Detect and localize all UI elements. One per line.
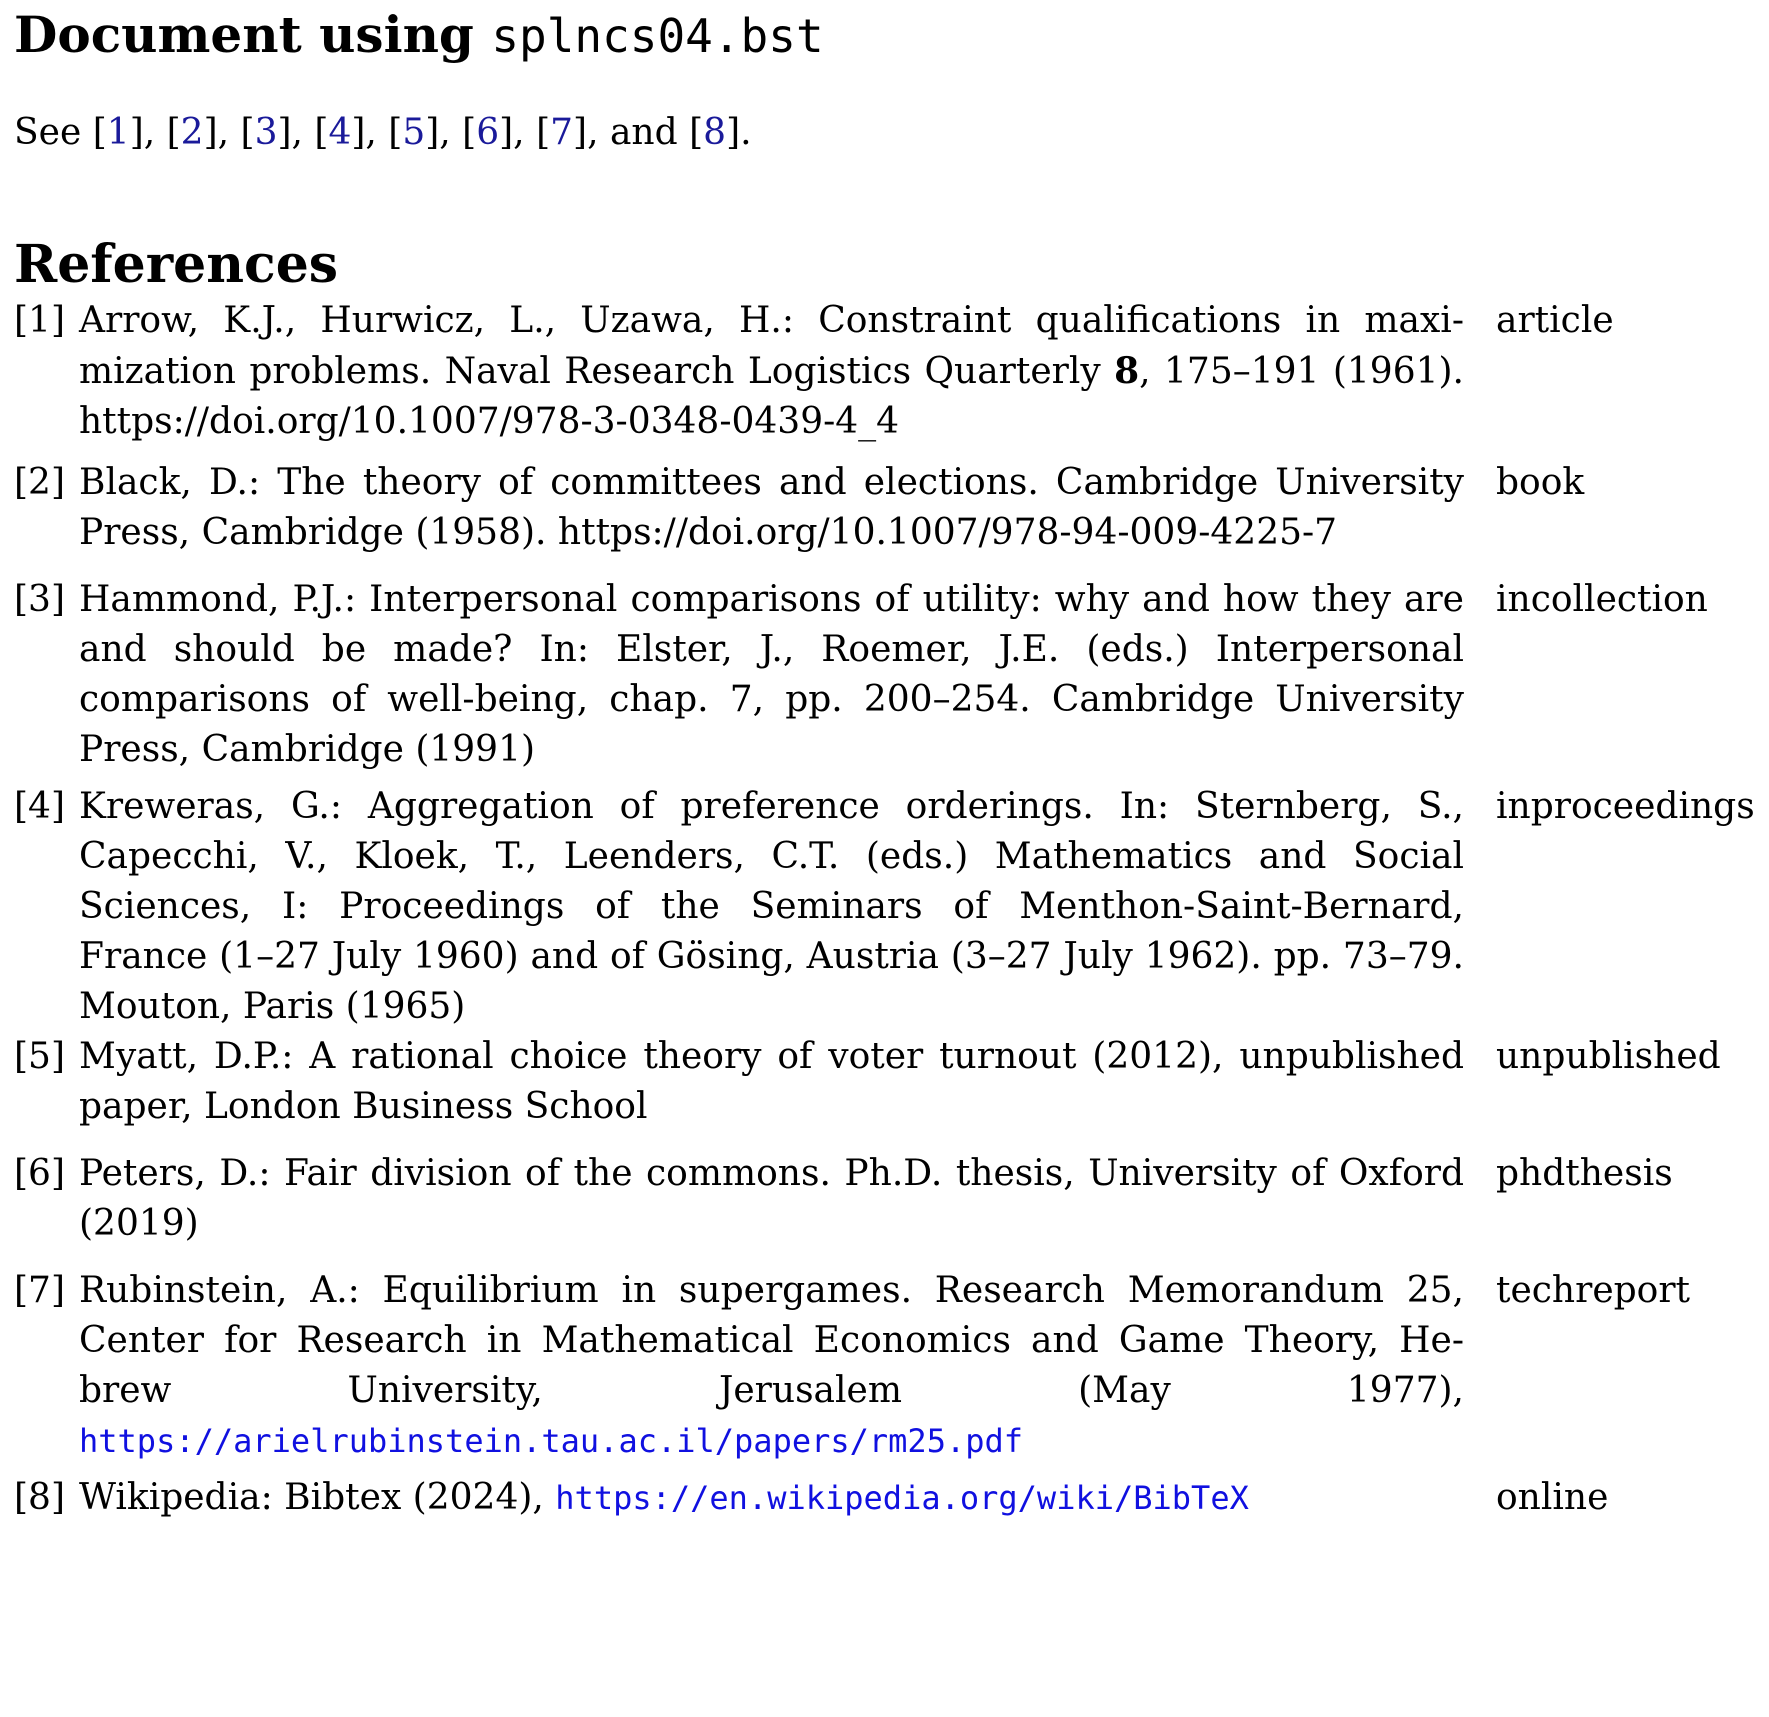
reference-text-main: Wikipedia: Bibtex (2024), [79,1477,556,1518]
citation-link-6[interactable]: 6 [476,112,500,153]
reference-type: incollection [1496,579,1708,620]
reference-number: [4] [14,786,65,827]
citation-link-3[interactable]: 3 [254,112,278,153]
reference-url-link[interactable]: https://en.wikipedia.org/wiki/BibTeX [555,1479,1249,1517]
reference-text-main: Rubinstein, A.: Equilibrium in supergames. Research Memorandum 25, Center for Research in Mathematical Economics and Game Theory, Hebrew University, Jerusalem (May 1977), [79,1270,1464,1411]
reference-number: [6] [14,1153,65,1194]
reference-number: [3] [14,579,65,620]
intro-see: See [14,112,82,153]
citation-link-2[interactable]: 2 [180,112,204,153]
reference-text: Black, D.: The theory of committees and elections. Cambridge University Press, Cambridge (1958). https://doi.org/10.1007/978-94-009-4225-7 [79,462,1464,553]
citation-link-5[interactable]: 5 [402,112,426,153]
reference-number: [7] [14,1270,65,1311]
reference-text [79,1473,1464,1523]
reference-text: Myatt, D.P.: A rational choice theory of voter turnout (2012), unpublished paper, London Business School [79,1036,1464,1127]
intro-paragraph: See [1], [2], [3], [4], [5], [6], [7], and [8]. [14,112,752,153]
reference-url-link[interactable]: https://arielrubinstein.tau.ac.il/papers/rm25.pdf [79,1422,1024,1460]
reference-type: phdthesis [1496,1153,1673,1194]
reference-text [79,296,1464,447]
title-prefix: Document using [14,5,474,64]
reference-number: [5] [14,1036,65,1077]
reference-type: online [1496,1477,1609,1518]
citation-link-8[interactable]: 8 [703,112,727,153]
reference-type: article [1496,300,1614,341]
reference-number: [8] [14,1477,65,1518]
reference-type: inproceedings [1496,786,1755,827]
reference-type: techreport [1496,1270,1691,1311]
intro-and: and [609,112,678,153]
references-heading: References [14,234,339,295]
citation-link-1[interactable]: 1 [106,112,130,153]
reference-number: [1] [14,300,65,341]
title-filename: splncs04.bst [491,9,824,63]
reference-text: Kreweras, G.: Aggregation of preference orderings. In: Sternberg, S., Capecchi, V., Kloek, T., Leenders, C.T. (eds.) Mathematics and Social Sciences, I: Proceedings of the Seminars of Menthon-Saint-Bernard, France (1–27 July 1960) and of Gösing, Austria (3–27 July 1962). pp. 73–79. Mouton, Paris (1965) [79,786,1464,1027]
citation-link-4[interactable]: 4 [328,112,352,153]
reference-text: Peters, D.: Fair division of the commons. Ph.D. thesis, University of Oxford (2019) [79,1153,1464,1244]
reference-text-main: Arrow, K.J., Hurwicz, L., Uzawa, H.: Constraint qualifications in maximization problems. Naval Research Logistics Quarterly [79,300,1464,392]
reference-type: unpublished [1496,1036,1721,1077]
reference-text [79,1266,1464,1466]
reference-text: Hammond, P.J.: Interpersonal comparisons of utility: why and how they are and should be made? In: Elster, J., Roemer, J.E. (eds.) Interpersonal comparisons of well-being, chap. 7, pp. 200–254. Cambridge University Press, Cambridge (1991) [79,579,1464,770]
reference-number: [2] [14,462,65,503]
document-title [14,2,824,69]
reference-text-tail: , 175–191 (1961). https://doi.org/10.1007/978-3-0348-0439-4_4 [79,351,1464,442]
reference-volume: 8 [1114,350,1140,392]
citation-link-7[interactable]: 7 [550,112,574,153]
reference-type: book [1496,462,1585,503]
